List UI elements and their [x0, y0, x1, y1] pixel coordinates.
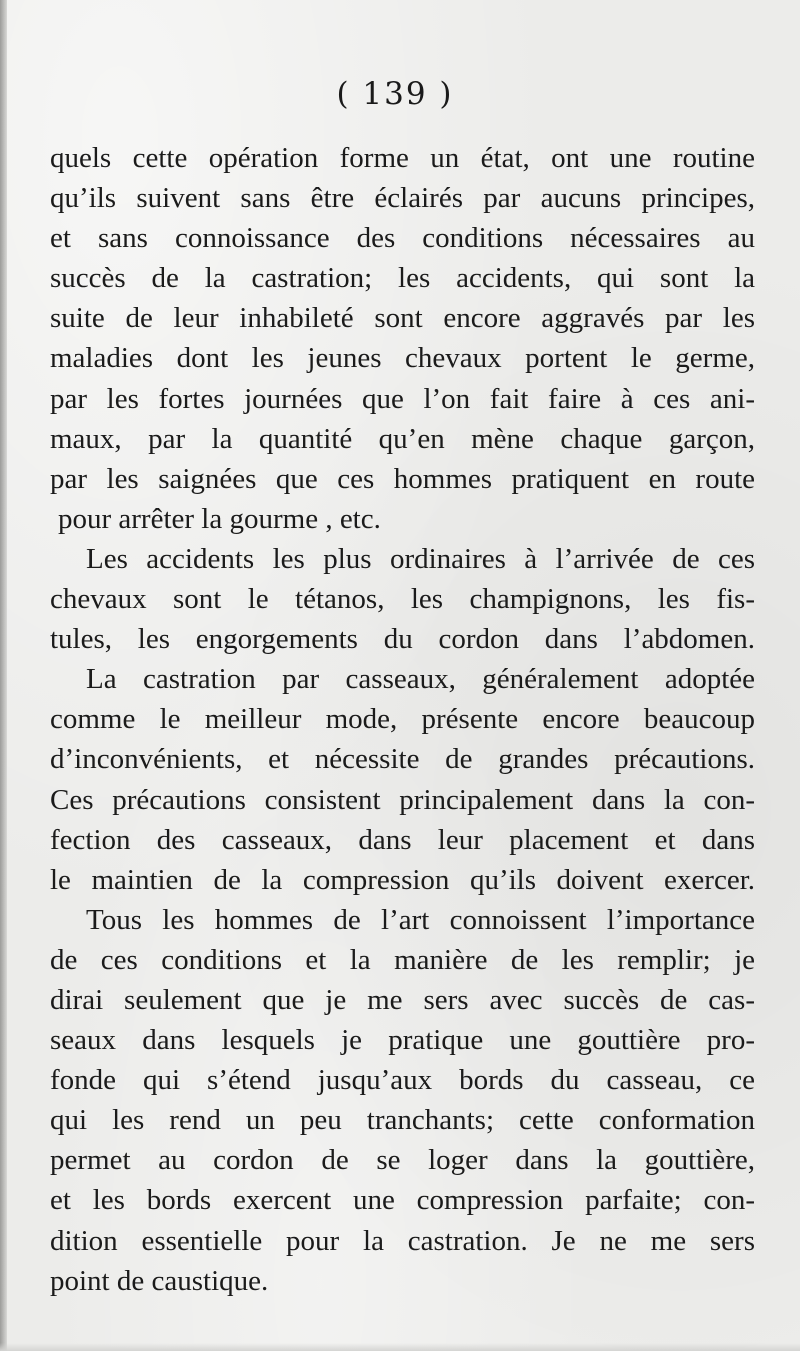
text-line: Ces précautions consistent principalement dans la con-	[50, 783, 755, 816]
page-number: ( 139 )	[336, 76, 454, 112]
text-line: Les accidents les plus ordinaires à l’arrivée de ces	[86, 542, 755, 575]
page-binding-edge	[0, 0, 7, 1351]
text-line: par les fortes journées que l’on fait faire à ces ani-	[50, 382, 755, 415]
text-line: suite de leur inhabileté sont encore aggravés par les	[50, 302, 755, 335]
text-line: quels cette opération forme un état, ont une routine	[50, 142, 755, 174]
text-line: de ces conditions et la manière de les remplir; je	[50, 943, 755, 976]
text-line: dition essentielle pour la castration. Je ne me sers	[50, 1224, 755, 1257]
text-line: qui les rend un peu tranchants; cette conformation	[50, 1104, 755, 1137]
text-line: fection des casseaux, dans leur placement et dans	[50, 823, 755, 856]
paragraph-2	[50, 539, 755, 659]
text-line: qu’ils suivent sans être éclairés par aucuns principes,	[50, 182, 755, 215]
text-line: point de caustique.	[50, 1264, 269, 1297]
text-line: pour arrêter la gourme , etc.	[58, 502, 381, 535]
text-line: comme le meilleur mode, présente encore beaucoup	[50, 703, 755, 736]
text-line: maladies dont les jeunes chevaux portent le germe,	[50, 342, 755, 375]
text-line: seaux dans lesquels je pratique une gouttière pro-	[50, 1024, 755, 1057]
text-line: tules, les engorgements du cordon dans l’abdomen.	[50, 623, 755, 656]
text-line: d’inconvénients, et nécessite de grandes précautions.	[50, 743, 755, 776]
paragraph-3	[50, 659, 755, 900]
text-line: et les bords exercent une compression parfaite; con-	[50, 1184, 755, 1217]
page-bottom-edge	[0, 1343, 800, 1351]
text-line: maux, par la quantité qu’en mène chaque garçon,	[50, 422, 755, 455]
text-line: et sans connoissance des conditions nécessaires au	[50, 222, 755, 255]
text-line: par les saignées que ces hommes pratiquent en route	[50, 462, 755, 495]
text-line: dirai seulement que je me sers avec succès de cas-	[50, 983, 755, 1016]
paragraph-4	[50, 900, 755, 1301]
paragraph-1	[50, 138, 755, 539]
text-line: Tous les hommes de l’art connoissent l’importance	[86, 903, 755, 936]
text-line: succès de la castration; les accidents, qui sont la	[50, 262, 755, 295]
text-line: chevaux sont le tétanos, les champignons, les fis-	[50, 583, 755, 616]
text-line: fonde qui s’étend jusqu’aux bords du casseau, ce	[50, 1064, 755, 1097]
text-line: permet au cordon de se loger dans la gouttière,	[50, 1144, 755, 1177]
body-text	[50, 138, 755, 1301]
text-line: le maintien de la compression qu’ils doivent exercer.	[50, 863, 755, 896]
text-line: La castration par casseaux, généralement adoptée	[86, 663, 755, 696]
